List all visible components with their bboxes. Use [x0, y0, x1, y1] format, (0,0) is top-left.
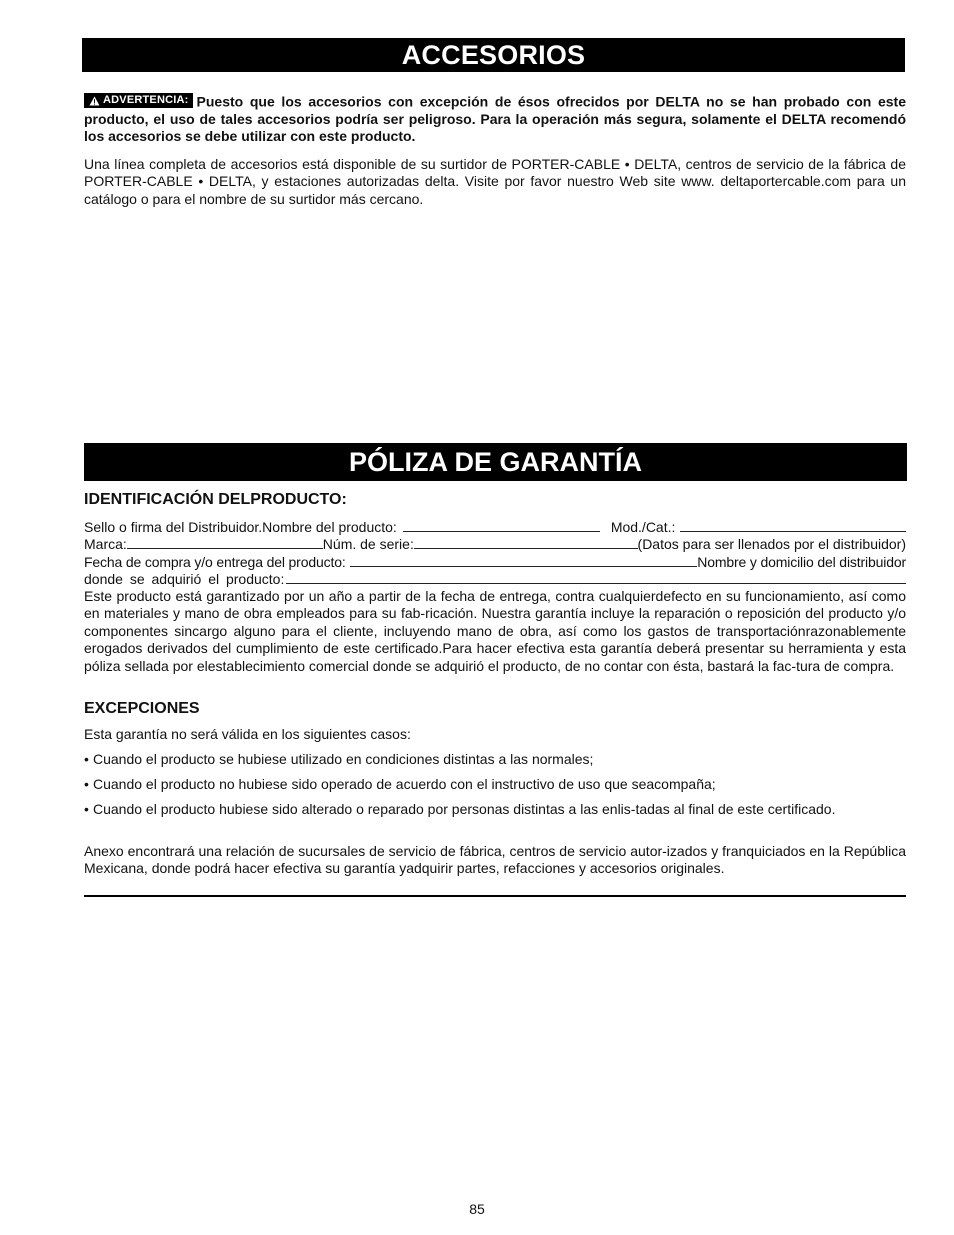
bullet-symbol: •	[84, 751, 89, 767]
warning-badge-label: ADVERTENCIA:	[103, 94, 189, 106]
model-label: Mod./Cat.:	[610, 519, 676, 535]
exception-item	[84, 776, 906, 793]
accessories-title-banner	[82, 38, 905, 72]
seller-label: Sello o firma del Distribuidor.Nombre del producto:	[84, 519, 397, 535]
exception-text: Cuando el producto se hubiese utilizado en condiciones distintas a las normales;	[93, 751, 594, 767]
page-number: 85	[469, 1201, 485, 1217]
accessories-intro: Una línea completa de accesorios está disponible de su surtidor de PORTER-CABLE • DELTA, centros de servicio de la fábrica de PORTER-CABLE • DELTA, y estaciones autorizadas delta. Visite por favor nuestro Web site www. deltaportercable.com para un catálogo o para el nombre de su surtidor más cercano.	[84, 156, 906, 207]
warranty-paragraph: Este producto está garantizado por un año a partir de la fecha de entrega, contra cualquierdefecto en su funcionamiento, así como en materiales y mano de obra empleados para su fab-ricación. Nuestra garantía incluye la reparación o reposición del producto y/o componentes sincargo alguno para el cliente, incluyendo mano de obra, así como los gastos de transportaciónrazonablemente erogados derivados del cumplimiento de este certificado.Para hacer efectiva esta garantía deberá presentar su herramienta y esta póliza sellada por elestablecimiento comercial donde se adquirió el producto, de no contar con ésta, bastará la fac-tura de compra.	[84, 588, 906, 674]
brand-field[interactable]	[127, 536, 323, 549]
exceptions-heading: EXCEPCIONES	[84, 700, 200, 717]
product-name-field[interactable]	[403, 519, 600, 532]
serial-field[interactable]	[414, 536, 638, 549]
bullet-symbol: •	[84, 801, 89, 817]
annex-paragraph: Anexo encontrará una relación de sucursales de servicio de fábrica, centros de servicio autor-izados y franquiciados en la República Mexicana, donde podrá hacer efectiva su garantía yadquirir partes, refacciones y accesorios originales.	[84, 843, 906, 877]
brand-label: Marca:	[84, 536, 127, 552]
where-purchased-field[interactable]	[286, 571, 906, 584]
warning-badge	[84, 93, 193, 108]
accessories-title: ACCESORIOS	[401, 40, 586, 70]
section-divider	[84, 895, 906, 897]
purchase-date-field[interactable]	[350, 554, 698, 567]
where-purchased-label: donde se adquirió el producto:	[84, 571, 285, 587]
exceptions-intro: Esta garantía no será válida en los siguientes casos:	[84, 726, 411, 742]
model-field[interactable]	[680, 519, 906, 532]
warning-text: Puesto que los accesorios con excepción de ésos ofrecidos por DELTA no se han probado con este producto, el uso de tales accesorios podría ser peligroso. Para la operación más segura, solamente el DELTA recomendó los accesorios se debe utilizar con este producto.	[84, 93, 906, 145]
warning-triangle-icon	[89, 96, 100, 106]
warranty-title-banner	[84, 443, 907, 481]
serial-label: Núm. de serie:	[322, 536, 414, 552]
form-line-where	[84, 571, 906, 588]
form-line-product	[84, 519, 906, 536]
warranty-title: PÓLIZA DE GARANTÍA	[349, 447, 642, 477]
distributor-note: (Datos para ser llenados por el distribuidor)	[637, 536, 906, 552]
exception-item	[84, 751, 906, 768]
form-line-purchase-date	[84, 554, 906, 571]
product-identification-heading: IDENTIFICACIÓN DELPRODUCTO:	[84, 491, 347, 508]
form-line-brand	[84, 536, 906, 553]
exception-text: Cuando el producto no hubiese sido operado de acuerdo con el instructivo de uso que seacompaña;	[93, 776, 716, 792]
exception-text: Cuando el producto hubiese sido alterado o reparado por personas distintas a las enlis-tadas al final de este certificado.	[93, 801, 836, 817]
warning-paragraph	[84, 93, 906, 146]
exception-item	[84, 801, 906, 818]
name-address-label: Nombre y domicilio del distribuidor	[697, 554, 906, 570]
bullet-symbol: •	[84, 776, 89, 792]
purchase-date-label: Fecha de compra y/o entrega del producto:	[84, 554, 346, 570]
